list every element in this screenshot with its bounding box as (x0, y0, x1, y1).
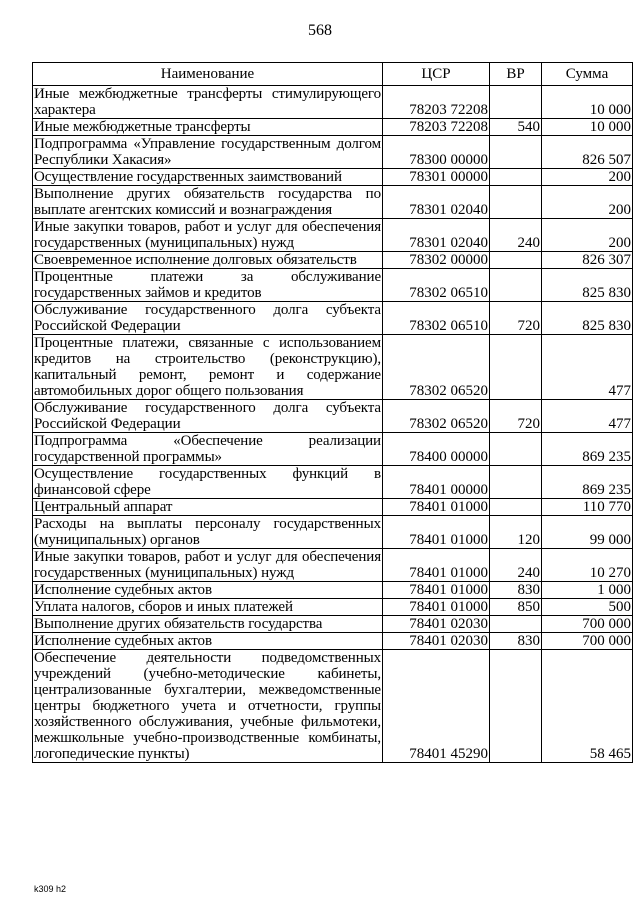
cell-name: Иные межбюджетные трансферты стимулирующего характера (34, 86, 381, 118)
cell-name: Обеспечение деятельности подведомственных учреждений (учебно-методические кабинеты, централизованные бухгалтерии, межведомственные центры бюджетного учета и отчетности, группы хозяйственного обслуживания, учебные фильмотеки, межшкольные учебно-производственные комбинаты, логопедические пункты) (34, 650, 381, 762)
cell-csr: 78401 00000 (383, 466, 490, 499)
cell-csr: 78401 01000 (383, 549, 490, 582)
cell-sum: 869 235 (542, 466, 633, 499)
cell-sum: 869 235 (542, 433, 633, 466)
cell-sum: 10 000 (542, 86, 633, 119)
cell-sum: 58 465 (542, 650, 633, 763)
cell-name: Центральный аппарат (33, 499, 383, 516)
cell-vr (490, 433, 542, 466)
cell-vr: 720 (490, 302, 542, 335)
cell-csr: 78302 06510 (383, 302, 490, 335)
cell-csr: 78302 06520 (383, 400, 490, 433)
cell-sum: 200 (542, 169, 633, 186)
cell-csr: 78401 01000 (383, 499, 490, 516)
cell-name: Иные закупки товаров, работ и услуг для обеспечения государственных (муниципальных) нужд (34, 219, 381, 251)
cell-sum: 200 (542, 186, 633, 219)
cell-csr: 78401 02030 (383, 633, 490, 650)
header-name: Наименование (33, 63, 383, 86)
cell-sum: 700 000 (542, 616, 633, 633)
table-row (33, 136, 633, 169)
cell-name: Выполнение других обязательств государства (33, 616, 383, 633)
cell-name: Обслуживание государственного долга субъекта Российской Федерации (34, 400, 381, 432)
header-vr: ВР (490, 63, 542, 86)
table-row (33, 499, 633, 516)
cell-csr: 78203 72208 (383, 86, 490, 119)
table-row (33, 169, 633, 186)
cell-vr: 240 (490, 549, 542, 582)
cell-vr: 240 (490, 219, 542, 252)
cell-csr: 78401 01000 (383, 599, 490, 616)
cell-vr: 120 (490, 516, 542, 549)
cell-name: Иные закупки товаров, работ и услуг для обеспечения государственных (муниципальных) нужд (34, 549, 381, 581)
cell-sum: 200 (542, 219, 633, 252)
cell-name: Осуществление государственных заимствований (33, 169, 383, 186)
cell-name: Иные межбюджетные трансферты (33, 119, 383, 136)
footer-code: k309 h2 (34, 884, 67, 894)
cell-name: Процентные платежи за обслуживание государственных займов и кредитов (34, 269, 381, 301)
cell-name: Расходы на выплаты персоналу государственных (муниципальных) органов (34, 516, 381, 548)
table-row (33, 219, 633, 252)
table-row (33, 650, 633, 763)
cell-csr: 78401 45290 (383, 650, 490, 763)
cell-sum: 10 270 (542, 549, 633, 582)
cell-csr: 78400 00000 (383, 433, 490, 466)
cell-vr (490, 252, 542, 269)
cell-vr (490, 650, 542, 763)
cell-sum: 1 000 (542, 582, 633, 599)
cell-sum: 825 830 (542, 302, 633, 335)
table-row (33, 582, 633, 599)
table-row (33, 119, 633, 136)
cell-vr (490, 616, 542, 633)
cell-vr (490, 186, 542, 219)
cell-vr (490, 335, 542, 400)
table-row (33, 302, 633, 335)
cell-sum: 10 000 (542, 119, 633, 136)
cell-csr: 78203 72208 (383, 119, 490, 136)
table-row (33, 269, 633, 302)
table-row (33, 599, 633, 616)
header-sum: Сумма (542, 63, 633, 86)
cell-csr: 78401 02030 (383, 616, 490, 633)
cell-csr: 78301 02040 (383, 186, 490, 219)
cell-name: Обслуживание государственного долга субъекта Российской Федерации (34, 302, 381, 334)
table-row (33, 400, 633, 433)
cell-vr (490, 466, 542, 499)
cell-vr (490, 136, 542, 169)
cell-sum: 826 307 (542, 252, 633, 269)
cell-sum: 477 (542, 400, 633, 433)
cell-vr: 830 (490, 582, 542, 599)
table-row (33, 433, 633, 466)
cell-csr: 78401 01000 (383, 582, 490, 599)
cell-name: Подпрограмма «Обеспечение реализации государственной программы» (34, 433, 381, 465)
cell-name: Выполнение других обязательств государства по выплате агентских комиссий и вознаграждения (34, 186, 381, 218)
cell-csr: 78300 00000 (383, 136, 490, 169)
table-row (33, 86, 633, 119)
cell-name: Исполнение судебных актов (33, 633, 383, 650)
page-number: 568 (308, 22, 332, 39)
table-row (33, 335, 633, 400)
cell-sum: 500 (542, 599, 633, 616)
cell-vr (490, 169, 542, 186)
cell-sum: 99 000 (542, 516, 633, 549)
table-row (33, 516, 633, 549)
cell-vr: 850 (490, 599, 542, 616)
cell-sum: 110 770 (542, 499, 633, 516)
cell-sum: 826 507 (542, 136, 633, 169)
table-row (33, 466, 633, 499)
cell-vr: 540 (490, 119, 542, 136)
cell-name: Подпрограмма «Управление государственным долгом Республики Хакасия» (34, 136, 381, 168)
cell-csr: 78401 01000 (383, 516, 490, 549)
cell-csr: 78302 00000 (383, 252, 490, 269)
table-row (33, 616, 633, 633)
cell-vr (490, 269, 542, 302)
cell-vr: 830 (490, 633, 542, 650)
cell-sum: 825 830 (542, 269, 633, 302)
table-row (33, 549, 633, 582)
table-header-row (33, 63, 633, 86)
cell-name: Уплата налогов, сборов и иных платежей (33, 599, 383, 616)
cell-sum: 477 (542, 335, 633, 400)
header-csr: ЦСР (383, 63, 490, 86)
cell-csr: 78301 00000 (383, 169, 490, 186)
cell-name: Исполнение судебных актов (33, 582, 383, 599)
cell-vr (490, 499, 542, 516)
cell-vr: 720 (490, 400, 542, 433)
cell-name: Процентные платежи, связанные с использованием кредитов на строительство (реконструкцию), капитальный ремонт, ремонт и содержание автомобильных дорог общего пользования (34, 335, 381, 399)
table-row (33, 633, 633, 650)
budget-table (32, 62, 633, 763)
cell-name: Осуществление государственных функций в финансовой сфере (34, 466, 381, 498)
cell-csr: 78301 02040 (383, 219, 490, 252)
table-row (33, 186, 633, 219)
cell-sum: 700 000 (542, 633, 633, 650)
cell-vr (490, 86, 542, 119)
table-row (33, 252, 633, 269)
cell-csr: 78302 06520 (383, 335, 490, 400)
cell-csr: 78302 06510 (383, 269, 490, 302)
table-body (33, 86, 633, 763)
cell-name: Своевременное исполнение долговых обязательств (33, 252, 383, 269)
